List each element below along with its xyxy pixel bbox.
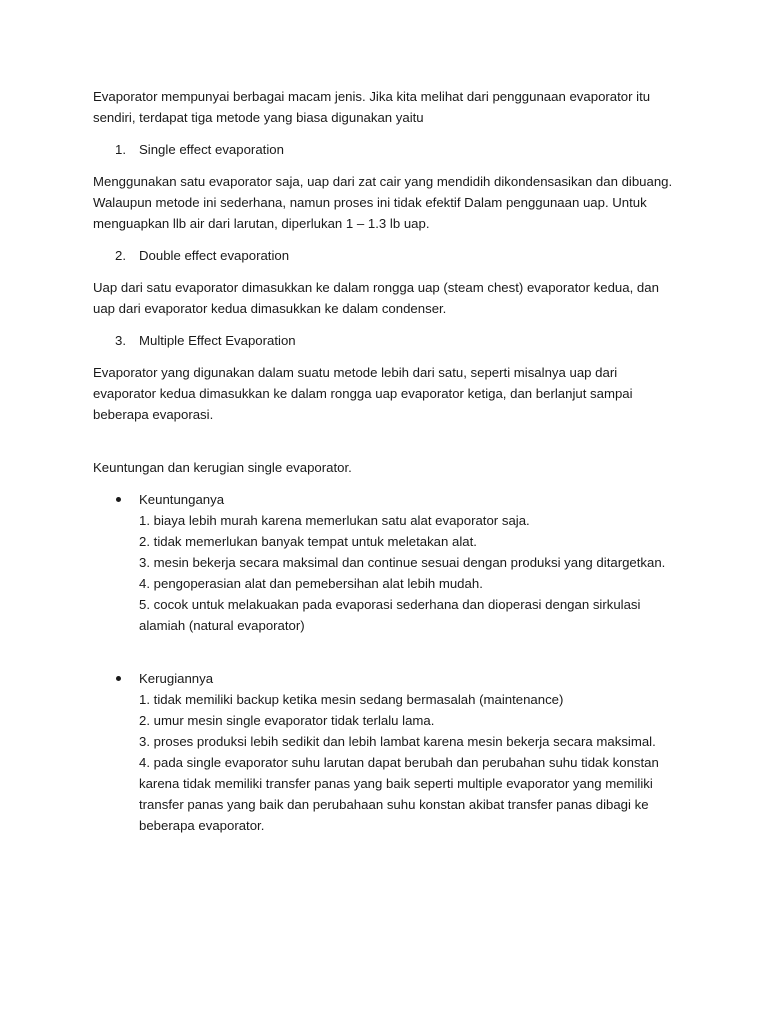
advantages-list	[93, 489, 683, 636]
method-description: Evaporator yang digunakan dalam suatu metode lebih dari satu, seperti misalnya uap dari evaporator kedua dimasukkan ke dalam rongga uap evaporator ketiga, dan berlanjut sampai beberapa evaporasi.	[93, 365, 633, 422]
method-item-2	[93, 245, 683, 266]
spacer	[93, 436, 683, 457]
method-description: Uap dari satu evaporator dimasukkan ke dalam rongga uap (steam chest) evaporator kedua, dan uap dari evaporator kedua dimasukkan ke dalam condenser.	[93, 280, 659, 316]
method-number: 1.	[115, 142, 126, 157]
bullet-icon	[116, 676, 121, 681]
advantage-item: 2. tidak memerlukan banyak tempat untuk meletakan alat.	[139, 534, 477, 549]
method-number: 2.	[115, 248, 126, 263]
method-description: Menggunakan satu evaporator saja, uap dari zat cair yang mendidih dikondensasikan dan dibuang. Walaupun metode ini sederhana, namun proses ini tidak efektif Dalam penggunaan uap. Untuk menguapkan llb air dari larutan, diperlukan 1 – 1.3 lb uap.	[93, 174, 673, 231]
disadvantage-item: 2. umur mesin single evaporator tidak terlalu lama.	[139, 713, 435, 728]
document-page	[93, 86, 683, 847]
advantage-item: 3. mesin bekerja secara maksimal dan continue sesuai dengan produksi yang ditargetkan.	[139, 555, 666, 570]
method-title: Single effect evaporation	[139, 142, 284, 157]
disadvantage-item: 3. proses produksi lebih sedikit dan lebih lambat karena mesin bekerja secara maksimal.	[139, 734, 656, 749]
disadvantages-list	[93, 668, 683, 836]
advantage-item: 5. cocok untuk melakuakan pada evaporasi sederhana dan dioperasi dengan sirkulasi alamiah (natural evaporator)	[139, 597, 641, 633]
method-title: Multiple Effect Evaporation	[139, 333, 296, 348]
method-item-3	[93, 330, 683, 351]
spacer	[93, 647, 683, 668]
disadvantage-item: 4. pada single evaporator suhu larutan dapat berubah dan perubahan suhu tidak konstan karena tidak memiliki transfer panas yang baik seperti multiple evaporator yang memiliki transfer panas yang baik dan perubahaan suhu konstan akibat transfer panas dibagi ke beberapa evaporator.	[139, 755, 659, 833]
section-heading: Keuntungan dan kerugian single evaporator.	[93, 460, 352, 475]
disadvantages-title: Kerugiannya	[139, 671, 214, 686]
method-title: Double effect evaporation	[139, 248, 290, 263]
method-number: 3.	[115, 333, 126, 348]
advantage-item: 4. pengoperasian alat dan pemebersihan alat lebih mudah.	[139, 576, 483, 591]
method-item-1	[93, 139, 683, 160]
bullet-icon	[116, 497, 121, 502]
intro-paragraph: Evaporator mempunyai berbagai macam jenis. Jika kita melihat dari penggunaan evaporator itu sendiri, terdapat tiga metode yang biasa digunakan yaitu	[93, 89, 651, 125]
advantage-item: 1. biaya lebih murah karena memerlukan satu alat evaporator saja.	[139, 513, 530, 528]
advantages-title: Keuntunganya	[139, 492, 225, 507]
disadvantage-item: 1. tidak memiliki backup ketika mesin sedang bermasalah (maintenance)	[139, 692, 564, 707]
